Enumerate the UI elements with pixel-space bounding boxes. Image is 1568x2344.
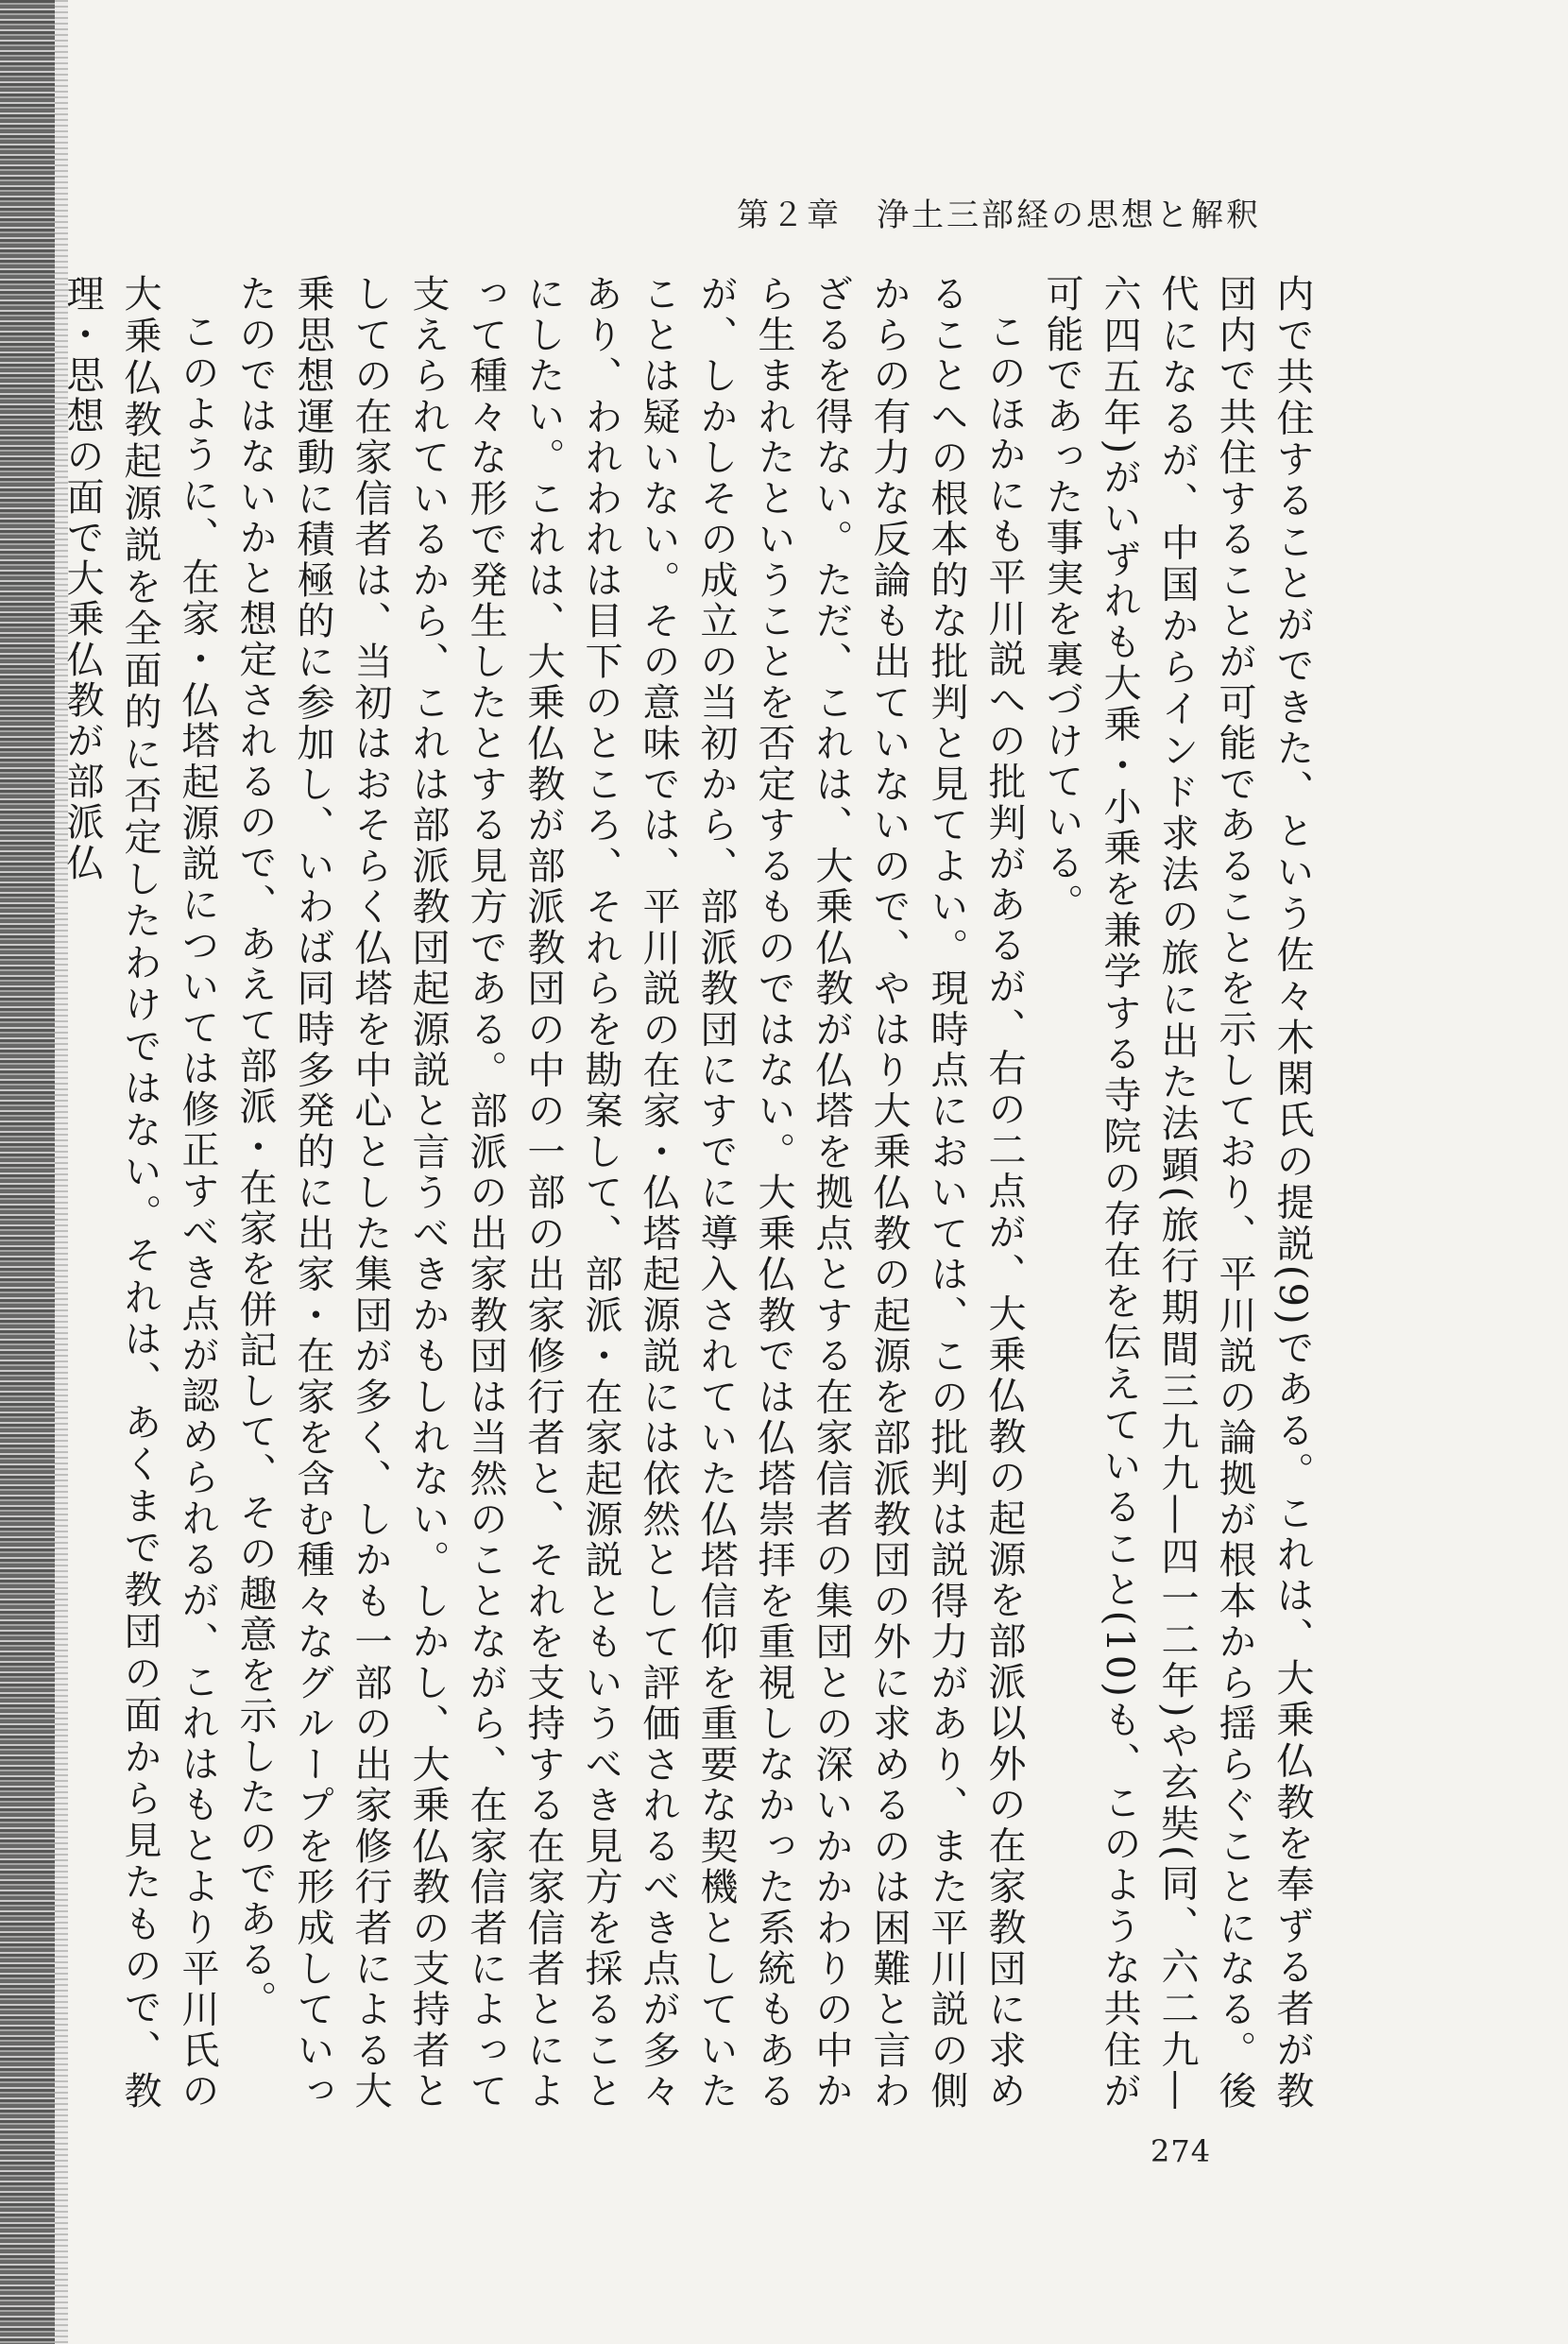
running-header: 第２章 浄土三部経の思想と解釈 (737, 197, 1261, 234)
page-number: 274 (1150, 2133, 1212, 2169)
paragraph-conclusion: このように、在家・仏塔起源説については修正すべき点が認められるが、これはもとより平川氏の大乗仏教起源説を全面的に否定したわけではない。それは、あくまで教団の面から見たもので、教理・思想の面で大乗仏教が部派仏 (60, 274, 219, 2113)
scan-shadow-edge (0, 0, 55, 2344)
body-text (53, 274, 1321, 2112)
paragraph-criticism: このほかにも平川説への批判があるが、右の二点が、大乗仏教の起源を部派以外の在家教団に求めることへの根本的な批判と見てよい。現時点においては、この批判は説得力があり、また平川説の側からの有力な反論も出ていないので、やはり大乗仏教の起源を部派教団の外に求めるのは困難と言わざるを得ない。ただ、これは、大乗仏教が仏塔を拠点とする在家信者の集団との深いかかわりの中から生まれたということを否定するものではない。大乗仏教では仏塔崇拝を重視しなかった系統もあるが、しかしその成立の当初から、部派教団にすでに導入されていた仏塔信仰を重要な契機としていたことは疑いない。その意味では、平川説の在家・仏塔起源説には依然として評価されるべき点が多々あり、われわれは目下のところ、それらを勘案して、部派・在家起源説ともいうべき見方を採ることにしたい。これは、大乗仏教が部派教団の中の一部の出家修行者と、それを支持する在家信者とによって種々な形で発生したとする見方である。部派の出家教団は当然のことながら、在家信者によって支えられているから、これは部派教団起源説と言うべきかもしれない。しかし、大乗仏教の支持者としての在家信者は、当初はおそらく仏塔を中心とした集団が多く、しかも一部の出家修行者による大乗思想運動に積極的に参加し、いわば同時多発的に出家・在家を含む種々なグループを形成していったのではないかと想定されるので、あえて部派・在家を併記して、その趣意を示したのである。 (233, 274, 1026, 2113)
paragraph-continuation: 内で共住することができた、という佐々木閑氏の提説(9)である。これは、大乗仏教を奉ずる者が教団内で共住することが可能であることを示しており、平川説の論拠が根本から揺らぐことになる。後代になるが、中国からインド求法の旅に出た法顕(旅行期間三九九―四一二年)や玄奘(同、六二九―六四五年)がいずれも大乗・小乗を兼学する寺院の存在を伝えていること(10)も、このような共住が可能であった事実を裏づけている。 (1040, 274, 1314, 2113)
